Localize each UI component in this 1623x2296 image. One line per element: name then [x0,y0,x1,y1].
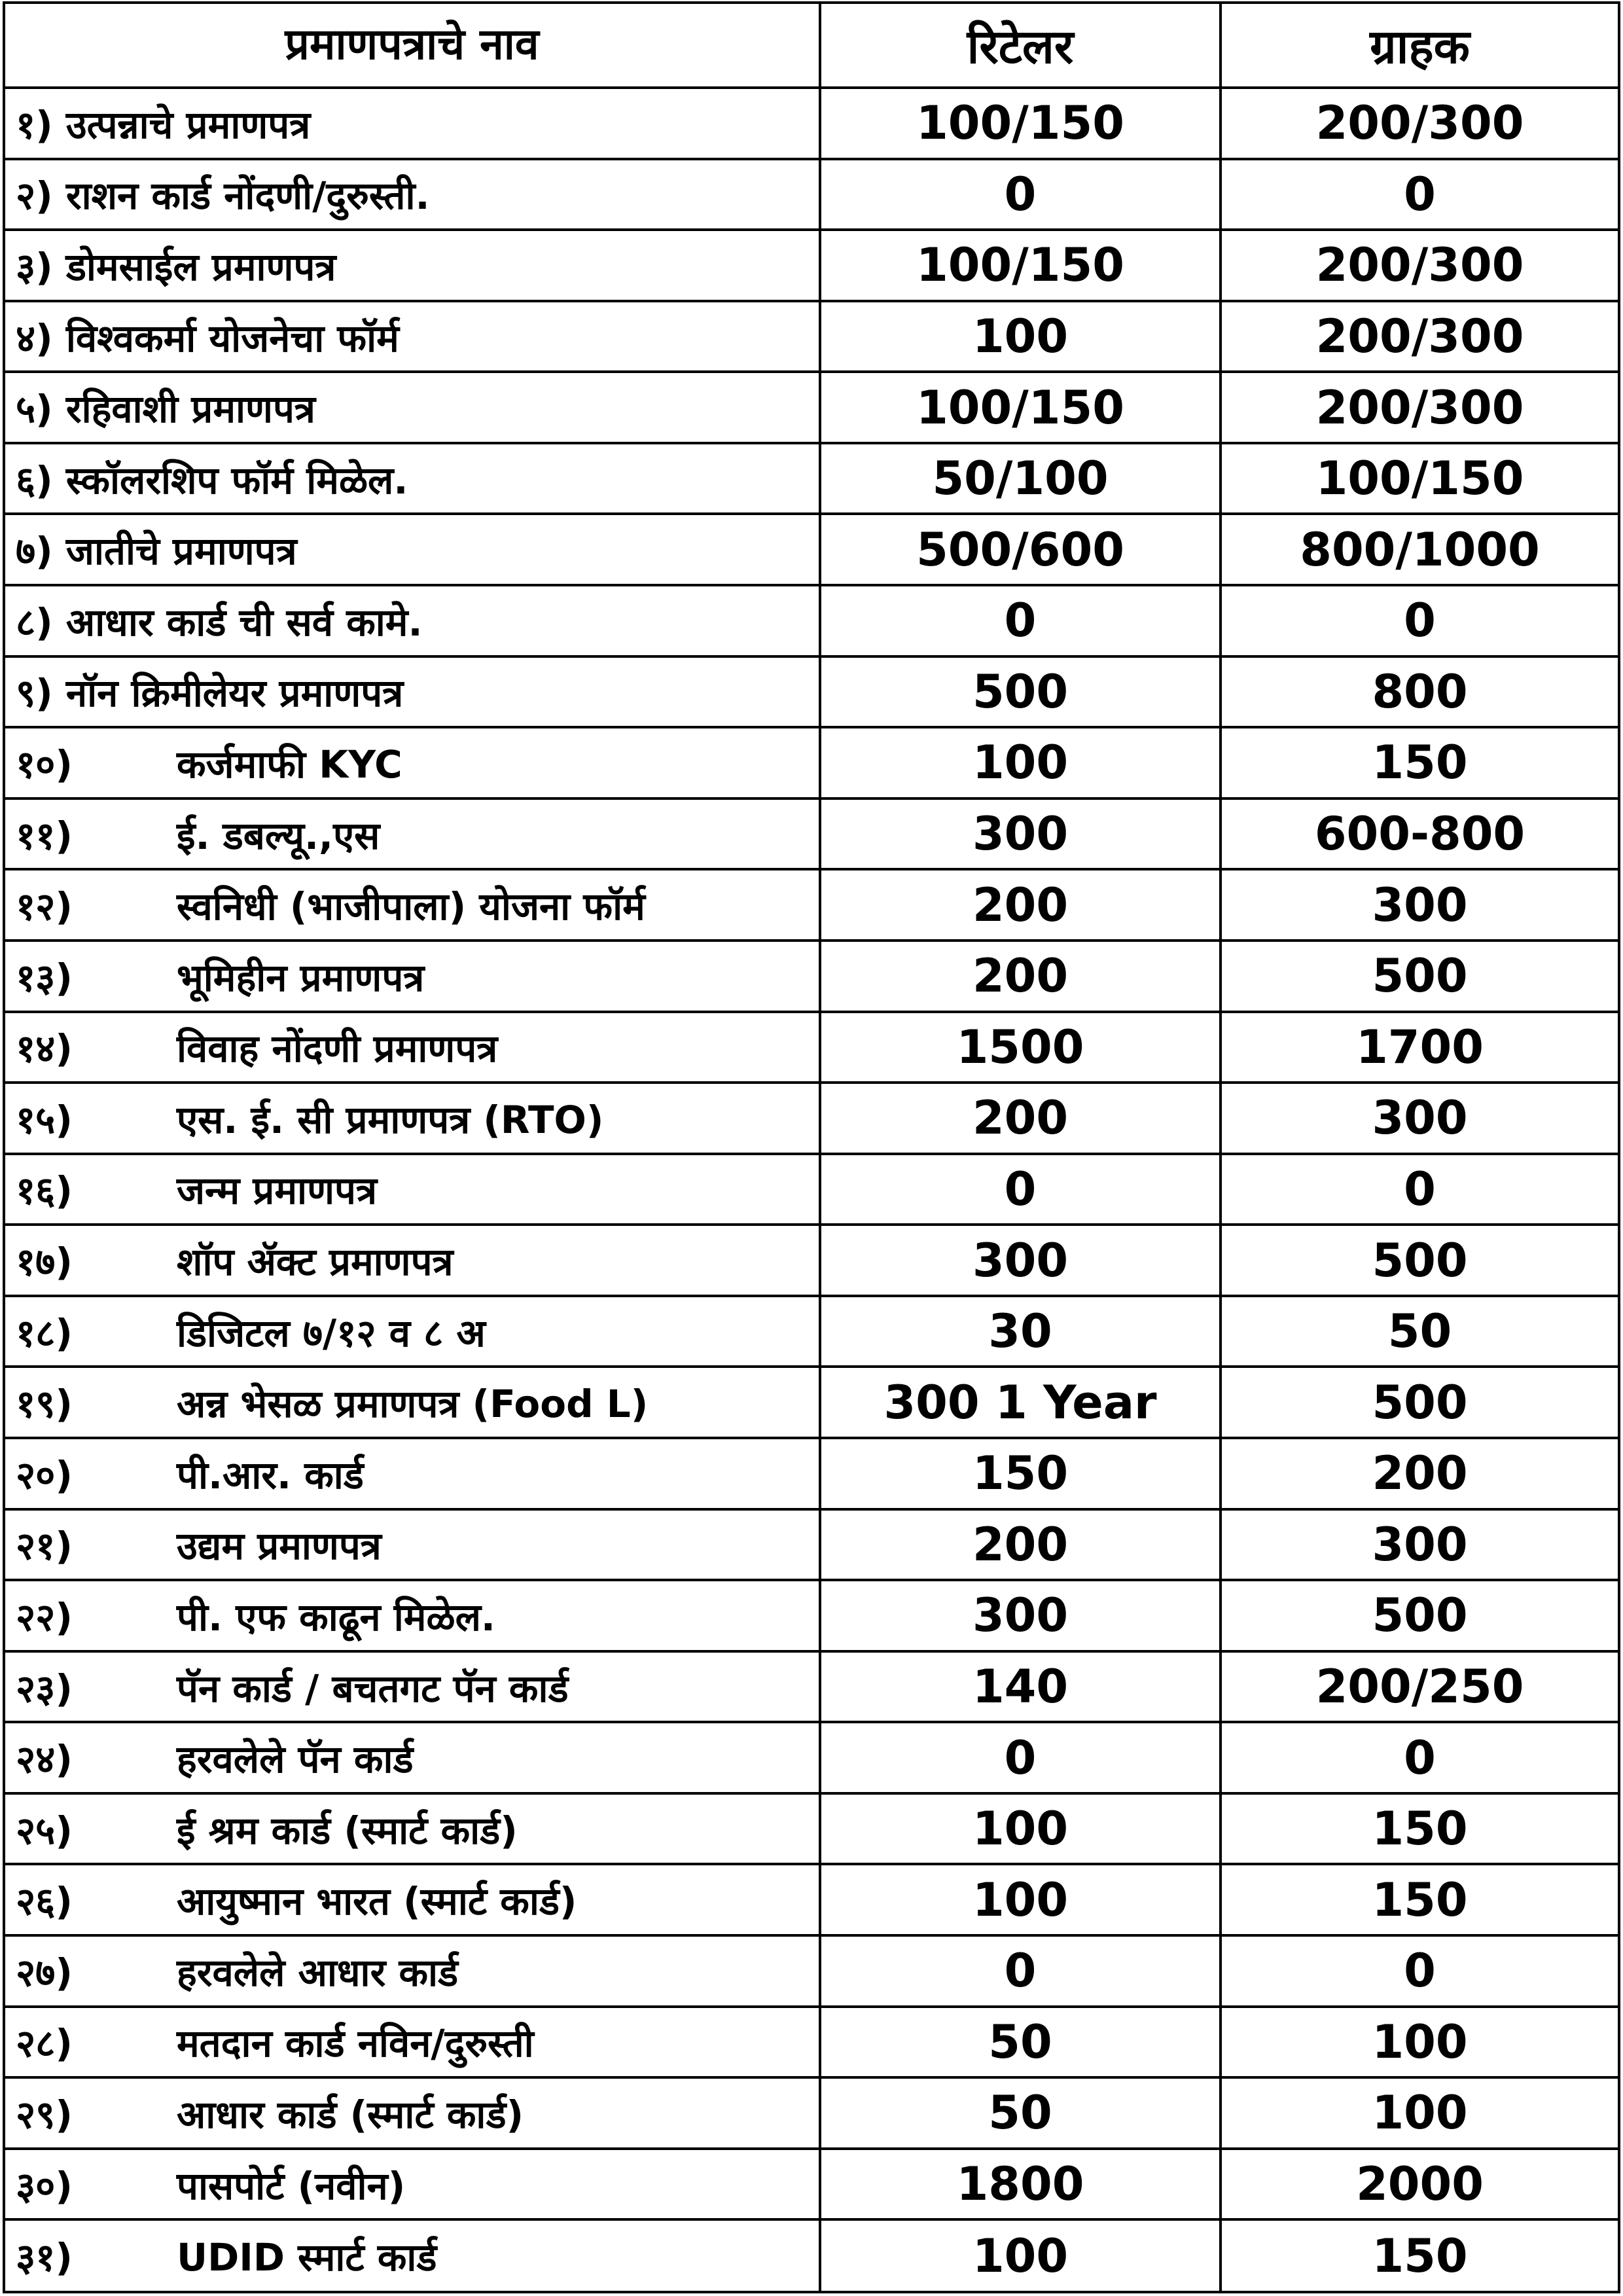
certificate-price-table [5,4,1618,2291]
customer-price-cell: 200/300 [1221,301,1618,372]
certificate-name-cell [5,656,820,728]
table-row [5,159,1618,230]
certificate-name: डिजिटल ७/१२ व ८ अ [177,1310,486,1355]
certificate-name-cell [5,869,820,941]
retailer-price-cell: 0 [820,1722,1221,1793]
row-number: ६) [16,457,53,503]
certificate-name: जन्म प्रमाणपत्र [177,1168,377,1213]
customer-price-cell: 2000 [1221,2149,1618,2220]
customer-price-cell: 150 [1221,1864,1618,1935]
certificate-name-cell [5,372,820,443]
retailer-price-cell: 0 [820,1154,1221,1225]
retailer-price-cell: 100 [820,301,1221,372]
certificate-name: UDID स्मार्ट कार्ड [177,2235,437,2280]
table-row [5,1225,1618,1296]
retailer-price-cell: 300 [820,798,1221,870]
retailer-price-cell: 1800 [820,2149,1221,2220]
certificate-name: जातीचे प्रमाणपत्र [65,529,297,574]
customer-price-cell: 50 [1221,1296,1618,1367]
customer-price-cell: 500 [1221,941,1618,1012]
retailer-price-cell: 100 [820,1793,1221,1865]
customer-price-cell: 300 [1221,1083,1618,1154]
table-row [5,443,1618,514]
retailer-price-cell: 100 [820,727,1221,798]
row-number: ९) [16,671,53,716]
column-header-retailer: रिटेलर [820,4,1221,88]
retailer-price-cell: 300 [820,1225,1221,1296]
table-row [5,727,1618,798]
retailer-price-cell: 100 [820,1864,1221,1935]
certificate-name-cell [5,1580,820,1651]
certificate-name: आधार कार्ड ची सर्व कामे. [65,600,423,645]
certificate-name-cell [5,941,820,1012]
table-row [5,301,1618,372]
certificate-name: विवाह नोंदणी प्रमाणपत्र [177,1026,498,1071]
certificate-name-cell [5,1083,820,1154]
row-number: २४) [16,1737,73,1782]
customer-price-cell: 0 [1221,585,1618,656]
retailer-price-cell: 0 [820,159,1221,230]
row-number: २) [16,173,53,219]
certificate-name: स्कॉलरशिप फॉर्म मिळेल. [65,457,408,503]
table-row [5,585,1618,656]
customer-price-cell: 100 [1221,2007,1618,2078]
certificate-name: भूमिहीन प्रमाणपत्र [177,955,425,1000]
row-number: १४) [16,1026,73,1071]
retailer-price-cell: 100/150 [820,230,1221,301]
table-header-row [5,4,1618,88]
row-number: १३) [16,955,73,1000]
table-row [5,88,1618,159]
customer-price-cell: 100 [1221,2077,1618,2149]
row-number: २९) [16,2092,73,2137]
certificate-name-cell [5,230,820,301]
certificate-name: पी. एफ काढून मिळेल. [177,1594,495,1640]
customer-price-cell: 500 [1221,1580,1618,1651]
customer-price-cell: 0 [1221,1154,1618,1225]
column-header-certificate-name: प्रमाणपत्राचे नाव [5,4,820,88]
row-number: ३१) [16,2235,73,2280]
certificate-name-cell [5,159,820,230]
customer-price-cell: 600-800 [1221,798,1618,870]
table-row [5,1296,1618,1367]
certificate-name-cell [5,514,820,585]
table-row [5,1509,1618,1581]
retailer-price-cell: 200 [820,869,1221,941]
table-row [5,514,1618,585]
row-number: २०) [16,1452,73,1498]
certificate-name-cell [5,1935,820,2007]
certificate-name-cell [5,1864,820,1935]
retailer-price-cell: 100 [820,2219,1221,2291]
table-row [5,1083,1618,1154]
certificate-name: विश्वकर्मा योजनेचा फॉर्म [65,315,399,361]
customer-price-cell: 500 [1221,1367,1618,1438]
retailer-price-cell: 100/150 [820,88,1221,159]
certificate-name-cell [5,88,820,159]
certificate-name-cell [5,2077,820,2149]
certificate-name: हरवलेले आधार कार्ड [177,1950,459,1995]
customer-price-cell: 150 [1221,1793,1618,1865]
certificate-name-cell [5,1651,820,1723]
retailer-price-cell: 500/600 [820,514,1221,585]
customer-price-cell: 300 [1221,1509,1618,1581]
certificate-name: हरवलेले पॅन कार्ड [177,1737,414,1782]
row-number: ८) [16,600,53,645]
row-number: ३०) [16,2163,73,2208]
row-number: २२) [16,1594,73,1640]
table-row [5,1438,1618,1509]
row-number: १०) [16,742,73,787]
certificate-name: आधार कार्ड (स्मार्ट कार्ड) [177,2092,524,2137]
certificate-name: ई. डबल्यू.,एस [177,813,380,858]
certificate-name-cell [5,1012,820,1083]
row-number: १६) [16,1168,73,1213]
retailer-price-cell: 140 [820,1651,1221,1723]
table-row [5,2077,1618,2149]
certificate-name-cell [5,798,820,870]
certificate-name: रहिवाशी प्रमाणपत्र [65,387,315,432]
retailer-price-cell: 1500 [820,1012,1221,1083]
row-number: ३) [16,244,53,289]
certificate-name: मतदान कार्ड नविन/दुरुस्ती [177,2021,534,2066]
certificate-name-cell [5,727,820,798]
certificate-name-cell [5,301,820,372]
customer-price-cell: 200/300 [1221,372,1618,443]
table-row [5,1651,1618,1723]
row-number: २३) [16,1666,73,1711]
customer-price-cell: 800/1000 [1221,514,1618,585]
row-number: १५) [16,1097,73,1142]
table-row [5,2007,1618,2078]
table-row [5,798,1618,870]
row-number: १८) [16,1310,73,1355]
row-number: २१) [16,1524,73,1569]
retailer-price-cell: 200 [820,1509,1221,1581]
certificate-name: उत्पन्नाचे प्रमाणपत्र [65,102,311,147]
retailer-price-cell: 30 [820,1296,1221,1367]
retailer-price-cell: 0 [820,585,1221,656]
column-header-customer: ग्राहक [1221,4,1618,88]
certificate-name-cell [5,2149,820,2220]
row-number: २७) [16,1950,73,1995]
row-number: १२) [16,884,73,929]
customer-price-cell: 150 [1221,727,1618,798]
table-row [5,1935,1618,2007]
table-row [5,1367,1618,1438]
row-number: ११) [16,813,73,858]
table-row [5,1154,1618,1225]
certificate-name: राशन कार्ड नोंदणी/दुरुस्ती. [65,173,430,219]
table-row [5,372,1618,443]
row-number: १७) [16,1240,73,1285]
table-row [5,2219,1618,2291]
row-number: २५) [16,1808,73,1853]
retailer-price-cell: 50 [820,2077,1221,2149]
certificate-name: डोमसाईल प्रमाणपत्र [65,244,336,289]
table-row [5,2149,1618,2220]
customer-price-cell: 200/250 [1221,1651,1618,1723]
customer-price-cell: 200 [1221,1438,1618,1509]
certificate-name: आयुष्मान भारत (स्मार्ट कार्ड) [177,1879,577,1924]
customer-price-cell: 0 [1221,159,1618,230]
certificate-name-cell [5,1509,820,1581]
customer-price-cell: 800 [1221,656,1618,728]
certificate-name-cell [5,2007,820,2078]
table-body [5,88,1618,2291]
certificate-name-cell [5,443,820,514]
retailer-price-cell: 200 [820,1083,1221,1154]
certificate-name-cell [5,1367,820,1438]
customer-price-cell: 1700 [1221,1012,1618,1083]
retailer-price-cell: 50/100 [820,443,1221,514]
table-row [5,869,1618,941]
row-number: ७) [16,529,53,574]
customer-price-cell: 500 [1221,1225,1618,1296]
retailer-price-cell: 500 [820,656,1221,728]
retailer-price-cell: 150 [820,1438,1221,1509]
table-row [5,1793,1618,1865]
price-list-sheet [3,1,1620,2293]
customer-price-cell: 200/300 [1221,88,1618,159]
certificate-name-cell [5,1722,820,1793]
certificate-name: एस. ई. सी प्रमाणपत्र (RTO) [177,1097,604,1142]
customer-price-cell: 150 [1221,2219,1618,2291]
certificate-name: उद्यम प्रमाणपत्र [177,1524,382,1569]
certificate-name: अन्न भेसळ प्रमाणपत्र (Food L) [177,1382,649,1427]
certificate-name-cell [5,1438,820,1509]
certificate-name: शॉप ॲक्ट प्रमाणपत्र [177,1240,454,1285]
table-row [5,1722,1618,1793]
retailer-price-cell: 200 [820,941,1221,1012]
certificate-name: स्वनिधी (भाजीपाला) योजना फॉर्म [177,884,645,929]
certificate-name: ई श्रम कार्ड (स्मार्ट कार्ड) [177,1808,518,1853]
table-row [5,656,1618,728]
table-row [5,230,1618,301]
certificate-name-cell [5,1793,820,1865]
certificate-name: कर्जमाफी KYC [177,742,402,787]
retailer-price-cell: 100/150 [820,372,1221,443]
retailer-price-cell: 50 [820,2007,1221,2078]
certificate-name: पॅन कार्ड / बचतगट पॅन कार्ड [177,1666,569,1711]
certificate-name-cell [5,2219,820,2291]
row-number: ५) [16,387,53,432]
customer-price-cell: 200/300 [1221,230,1618,301]
table-row [5,1580,1618,1651]
row-number: २६) [16,1879,73,1924]
retailer-price-cell: 0 [820,1935,1221,2007]
table-row [5,941,1618,1012]
certificate-name: नॉन क्रिमीलेयर प्रमाणपत्र [65,671,404,716]
row-number: १९) [16,1382,73,1427]
retailer-price-cell: 300 [820,1580,1221,1651]
row-number: ४) [16,315,53,361]
customer-price-cell: 0 [1221,1722,1618,1793]
row-number: २८) [16,2021,73,2066]
certificate-name-cell [5,1154,820,1225]
table-row [5,1864,1618,1935]
certificate-name-cell [5,585,820,656]
row-number: १) [16,102,53,147]
table-row [5,1012,1618,1083]
certificate-name: पी.आर. कार्ड [177,1452,364,1498]
customer-price-cell: 100/150 [1221,443,1618,514]
certificate-name: पासपोर्ट (नवीन) [177,2163,406,2208]
certificate-name-cell [5,1225,820,1296]
certificate-name-cell [5,1296,820,1367]
customer-price-cell: 0 [1221,1935,1618,2007]
retailer-price-cell: 300 1 Year [820,1367,1221,1438]
customer-price-cell: 300 [1221,869,1618,941]
